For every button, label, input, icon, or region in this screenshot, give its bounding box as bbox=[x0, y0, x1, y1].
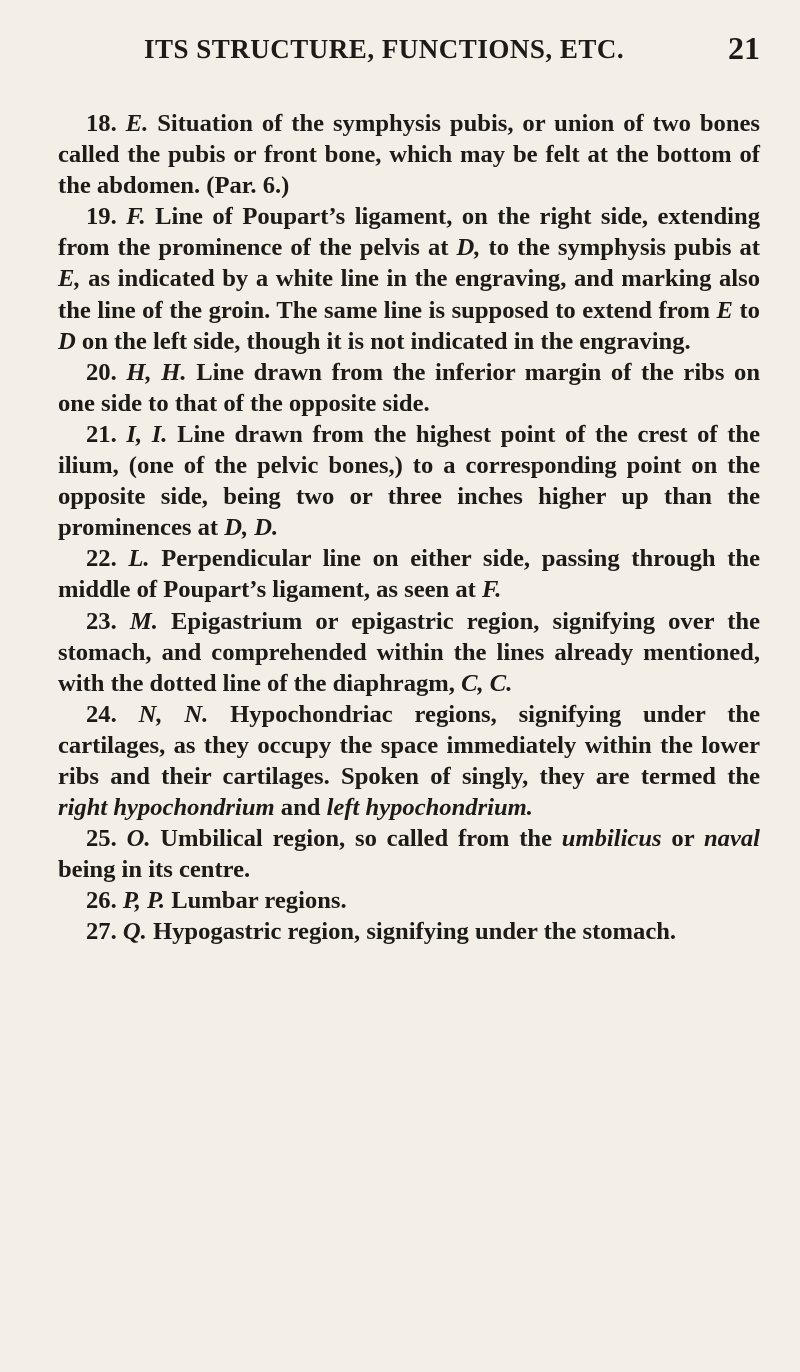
entry-letter: I, I. bbox=[126, 420, 168, 448]
entry-term: right hypochondrium bbox=[58, 794, 275, 822]
entry-letter: N, N. bbox=[138, 700, 209, 728]
entry-text: Epigastrium or epigastric region, signifying over the stomach, and comprehended within the lines already mentioned, with the dotted line of the diaphragm, bbox=[58, 607, 761, 697]
entry-number: 20. bbox=[86, 358, 117, 386]
entry-mark: E bbox=[716, 296, 733, 324]
entry-22 bbox=[58, 543, 760, 605]
entry-27 bbox=[58, 916, 760, 947]
entry-26 bbox=[58, 885, 760, 916]
entry-19 bbox=[58, 201, 760, 356]
entry-number: 27. bbox=[86, 918, 117, 946]
entry-text: or bbox=[671, 825, 695, 853]
entry-number: 18. bbox=[86, 110, 117, 137]
entry-letter: L. bbox=[128, 545, 150, 573]
entry-text: Line drawn from the inferior margin of the ribs on one side to that of the opposite side. bbox=[58, 358, 761, 417]
entry-text: Umbilical region, so called from the bbox=[160, 825, 552, 853]
entry-text: on the left side, though it is not indicated in the engraving. bbox=[81, 327, 691, 355]
page-number: 21 bbox=[728, 30, 760, 66]
entry-number: 21. bbox=[86, 420, 117, 448]
entry-number: 26. bbox=[86, 887, 117, 915]
entry-text: and bbox=[280, 794, 321, 822]
entry-text: being in its centre. bbox=[58, 856, 251, 884]
entry-text: Situation of the symphysis pubis, or union of two bones called the pubis or front bone, which may be felt at the bottom of the abdomen. (Par. 6.) bbox=[58, 110, 761, 200]
entry-letter: M. bbox=[129, 607, 158, 635]
entry-mark: F. bbox=[482, 576, 502, 604]
entry-number: 19. bbox=[86, 203, 117, 231]
entry-mark: D, D. bbox=[224, 514, 279, 542]
entry-number: 23. bbox=[86, 607, 117, 635]
entry-letter: E. bbox=[125, 110, 149, 137]
entry-number: 25. bbox=[86, 825, 117, 853]
entry-term: naval bbox=[703, 825, 761, 853]
entry-letter: H, H. bbox=[126, 358, 187, 386]
entry-20 bbox=[58, 357, 760, 419]
entry-text: Hypogastric region, signifying under the stomach. bbox=[152, 918, 677, 946]
entry-23 bbox=[58, 606, 760, 699]
entry-text: as indicated by a white line in the engraving, and marking also the line of the groin. The same line is supposed to extend from bbox=[58, 265, 760, 324]
entry-text: Line of Poupart’s ligament, on the right side, extending from the prominence of the pelvis at bbox=[58, 203, 760, 262]
page-header bbox=[58, 30, 760, 84]
entry-text: Line drawn from the highest point of the crest of the ilium, (one of the pelvic bones,) to a corresponding point on the opposite side, being two or three inches higher up than the prominences at bbox=[58, 420, 761, 542]
entry-mark: E, bbox=[58, 265, 81, 293]
entry-text: Perpendicular line on either side, passing through the middle of Poupart’s ligament, as seen at bbox=[58, 545, 760, 604]
entry-21 bbox=[58, 419, 760, 543]
entry-text: to bbox=[739, 296, 760, 324]
entry-letter: Q. bbox=[122, 918, 147, 946]
entry-18 bbox=[58, 108, 760, 201]
entry-25 bbox=[58, 823, 760, 885]
entry-letter: F. bbox=[126, 203, 146, 231]
entry-text: Hypochondriac regions, signifying under the cartilages, as they occupy the space immediately within the lower ribs and their cartilages. Spoken of singly, they are termed the bbox=[58, 700, 761, 790]
running-head: ITS STRUCTURE, FUNCTIONS, ETC. bbox=[144, 34, 625, 64]
entry-mark: D bbox=[58, 327, 76, 355]
entry-term: umbilicus bbox=[561, 825, 662, 853]
entry-24 bbox=[58, 699, 760, 823]
entry-text: to the symphysis pubis at bbox=[488, 234, 760, 262]
entry-letter: O. bbox=[126, 825, 151, 853]
entry-mark: C, C. bbox=[461, 669, 513, 697]
entry-letter: P, P. bbox=[122, 887, 166, 915]
entry-list bbox=[58, 108, 760, 948]
entry-term: left hypochondrium. bbox=[326, 794, 533, 822]
entry-number: 24. bbox=[86, 700, 117, 728]
entry-number: 22. bbox=[86, 545, 117, 573]
entry-text: Lumbar regions. bbox=[171, 887, 347, 915]
entry-mark: D, bbox=[456, 234, 481, 262]
